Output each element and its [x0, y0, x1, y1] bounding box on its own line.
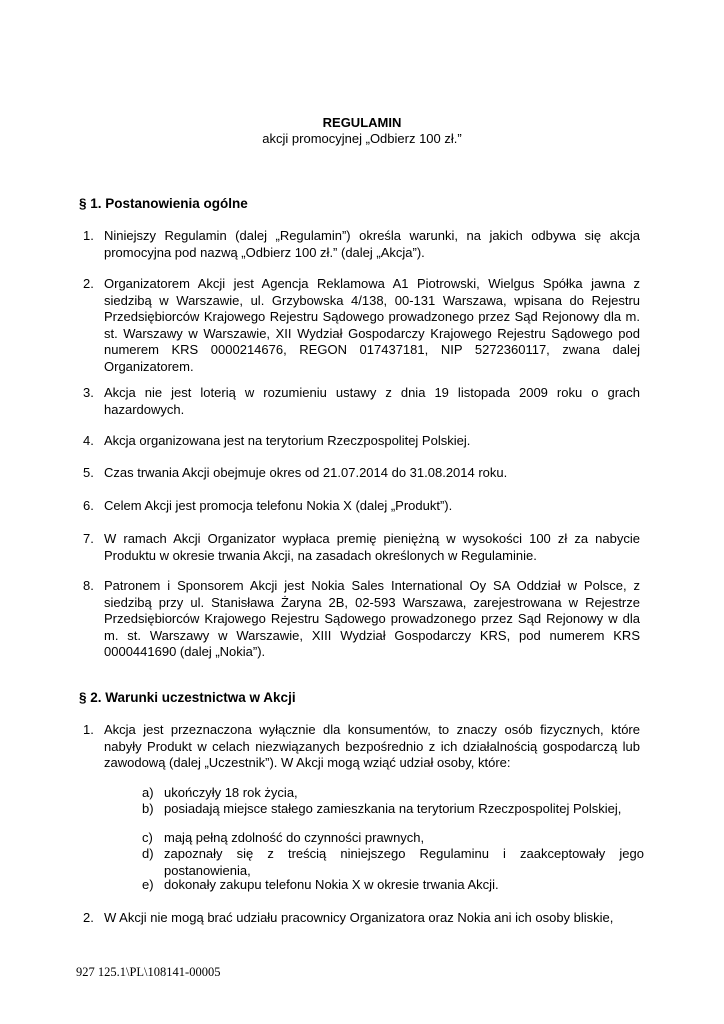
item-text: W Akcji nie mogą brać udziału pracownicy Organizatora oraz Nokia ani ich osoby bliskie, — [104, 910, 614, 925]
document-footer-reference: 927 125.1\PL\108141-00005 — [76, 965, 221, 979]
subitem-letter: a) — [142, 785, 154, 800]
section-1-item-3 — [83, 385, 640, 418]
section-1-item-4 — [83, 433, 640, 450]
section-1-item-8 — [83, 578, 640, 661]
section-2-subitem-d — [142, 846, 644, 879]
item-number: 1. — [83, 228, 94, 243]
subitem-text: dokonały zakupu telefonu Nokia X w okresie trwania Akcji. — [164, 877, 499, 892]
section-1-heading: § 1. Postanowienia ogólne — [79, 196, 248, 211]
document-subtitle: akcji promocyjnej „Odbierz 100 zł.” — [262, 131, 462, 146]
item-text: Celem Akcji jest promocja telefonu Nokia X (dalej „Produkt”). — [104, 498, 453, 513]
item-text: Akcja nie jest loterią w rozumieniu ustawy z dnia 19 listopada 2009 roku o grach hazardowych. — [104, 385, 640, 417]
subitem-text: mają pełną zdolność do czynności prawnych, — [164, 830, 425, 845]
subitem-letter: e) — [142, 877, 154, 892]
section-1-item-5 — [83, 465, 640, 482]
item-number: 3. — [83, 385, 94, 400]
subitem-letter: d) — [142, 846, 154, 861]
subitem-text: zapoznały się z treścią niniejszego Regulaminu i zaakceptowały jego postanowienia, — [164, 846, 644, 878]
section-1-item-6 — [83, 498, 640, 515]
section-2-subitem-b — [142, 801, 644, 818]
item-text: Patronem i Sponsorem Akcji jest Nokia Sales International Oy SA Oddział w Polsce, z siedzibą przy ul. Stanisława Żaryna 2B, 02-593 Warszawa, zarejestrowana w Rejestrze Przedsiębiorców Krajowego Rejestru Sądowego prowadzonego przez Sąd Rejonowy w dla m. st. Warszawy w Warszawie, XIII Wydział Gospodarczy KRS, pod numerem KRS 0000441690 (dalej „Nokia”). — [104, 578, 640, 659]
item-text: Akcja jest przeznaczona wyłącznie dla konsumentów, to znaczy osób fizycznych, które nabyły Produkt w celach niezwiązanych bezpośrednio z ich działalnością gospodarczą lub zawodową (dalej „Uczestnik”). W Akcji mogą wziąć udział osoby, które: — [104, 722, 640, 770]
section-1-item-2 — [83, 276, 640, 375]
subitem-letter: b) — [142, 801, 154, 816]
item-number: 2. — [83, 276, 94, 291]
section-1-item-1 — [83, 228, 640, 261]
subitem-text: posiadają miejsce stałego zamieszkania na terytorium Rzeczpospolitej Polskiej, — [164, 801, 622, 816]
item-number: 6. — [83, 498, 94, 513]
section-1-item-7 — [83, 531, 640, 564]
section-2-subitem-a — [142, 785, 644, 802]
section-2-heading: § 2. Warunki uczestnictwa w Akcji — [79, 690, 296, 705]
subitem-letter: c) — [142, 830, 153, 845]
item-text: W ramach Akcji Organizator wypłaca premię pieniężną w wysokości 100 zł za nabycie Produktu w okresie trwania Akcji, na zasadach określonych w Regulaminie. — [104, 531, 640, 563]
item-text: Akcja organizowana jest na terytorium Rzeczpospolitej Polskiej. — [104, 433, 471, 448]
item-text: Niniejszy Regulamin (dalej „Regulamin”) określa warunki, na jakich odbywa się akcja promocyjna pod nazwą „Odbierz 100 zł.” (dalej „Akcja”). — [104, 228, 640, 260]
item-number: 8. — [83, 578, 94, 593]
item-number: 4. — [83, 433, 94, 448]
item-text: Czas trwania Akcji obejmuje okres od 21.07.2014 do 31.08.2014 roku. — [104, 465, 508, 480]
subitem-text: ukończyły 18 rok życia, — [164, 785, 298, 800]
section-2-subitem-c — [142, 830, 644, 847]
item-number: 2. — [83, 910, 94, 925]
section-2-item-1 — [83, 722, 640, 772]
section-2-subitem-e — [142, 877, 644, 894]
item-text: Organizatorem Akcji jest Agencja Reklamowa A1 Piotrowski, Wielgus Spółka jawna z siedzibą w Warszawie, ul. Grzybowska 4/138, 00-131 Warszawa, wpisana do Rejestru Przedsiębiorców Krajowego Rejestru Sądowego prowadzonego przez Sąd Rejonowy dla m. st. Warszawy w Warszawie, XII Wydział Gospodarczy Krajowego Rejestru Sądowego pod numerem KRS 0000214676, REGON 017437181, NIP 5272360117, zwana dalej Organizatorem. — [104, 276, 640, 374]
item-number: 7. — [83, 531, 94, 546]
document-title: REGULAMIN — [322, 115, 402, 130]
item-number: 5. — [83, 465, 94, 480]
section-2-item-2 — [83, 910, 640, 927]
item-number: 1. — [83, 722, 94, 737]
